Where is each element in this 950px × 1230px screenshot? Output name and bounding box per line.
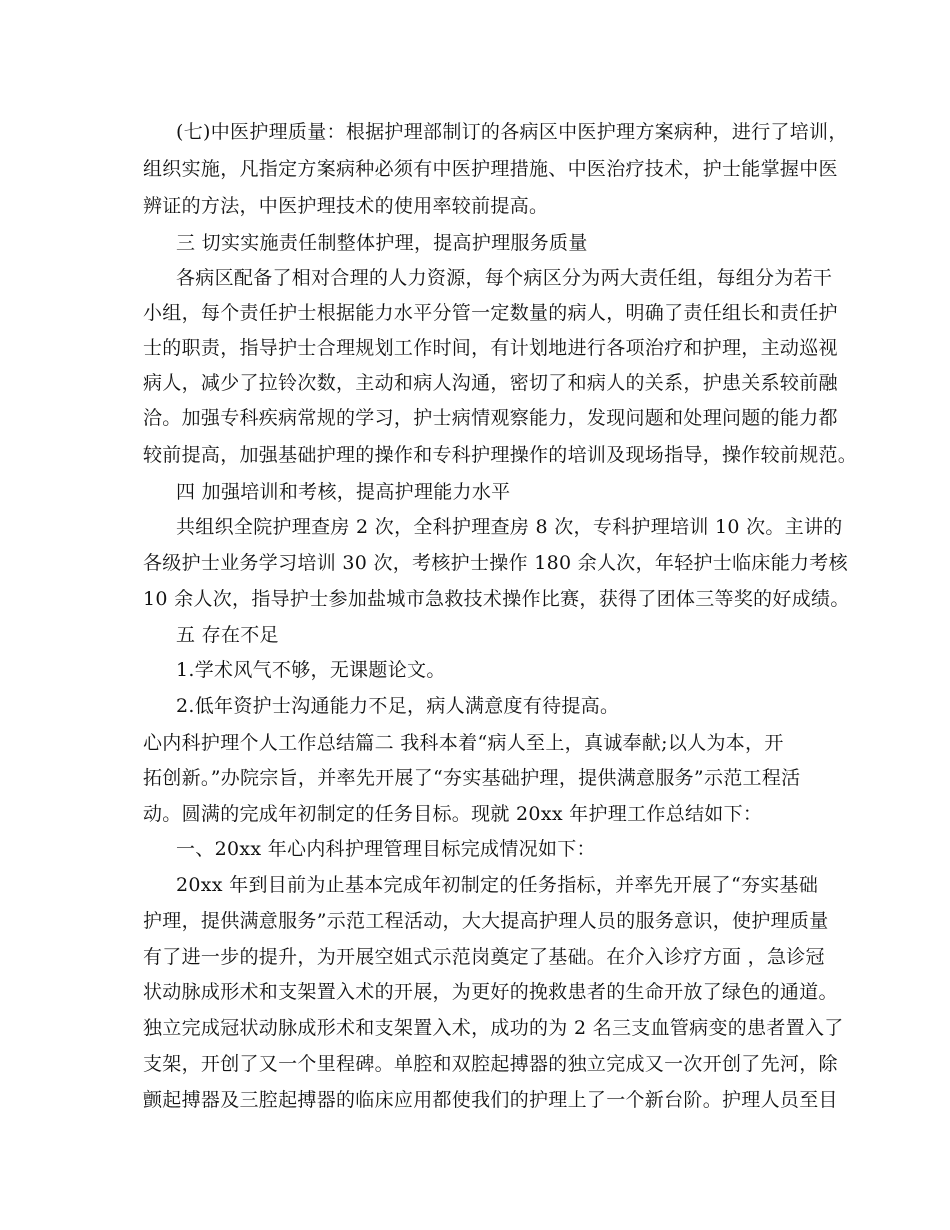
text-line: 共组织全院护理查房 2 次，全科护理查房 8 次，专科护理培训 10 次。主讲的 (176, 516, 843, 538)
text-line: 辨证的方法，中医护理技术的使用率较前提高。 (143, 195, 549, 217)
text-line: (七)中医护理质量：根据护理部制订的各病区中医护理方案病种，进行了培训， (176, 121, 848, 143)
text-line: 各级护士业务学习培训 30 次，考核护士操作 180 余人次，年轻护士临床能力考核 (143, 552, 848, 574)
text-line: 20xx 年到目前为止基本完成年初制定的任务指标，并率先开展了“夯实基础 (176, 874, 819, 896)
text-line: 独立完成冠状动脉成形术和支架置入术，成功的为 2 名三支血管病变的患者置入了 (143, 1017, 844, 1039)
text-line: 组织实施，凡指定方案病种必须有中医护理措施、中医治疗技术，护士能掌握中医 (143, 158, 838, 180)
text-line: 各病区配备了相对合理的人力资源，每个病区分为两大责任组，每组分为若干 (176, 267, 833, 289)
text-line: 小组，每个责任护士根据能力水平分管一定数量的病人，明确了责任组长和责任护 (143, 302, 838, 324)
text-line: 较前提高，加强基础护理的操作和专科护理操作的培训及现场指导，操作较前规范。 (143, 444, 858, 466)
text-line: 支架，开创了又一个里程碑。单腔和双腔起搏器的独立完成又一次开创了先河，除 (143, 1053, 838, 1075)
text-line: 动。圆满的完成年初制定的任务目标。现就 20xx 年护理工作总结如下： (143, 803, 763, 825)
section-heading: 四 加强培训和考核，提高护理能力水平 (176, 481, 511, 503)
text-line: 10 余人次，指导护士参加盐城市急救技术操作比赛，获得了团体三等奖的好成绩。 (143, 588, 850, 610)
section-heading: 五 存在不足 (176, 624, 279, 646)
text-line: 拓创新。”办院宗旨，并率先开展了“夯实基础护理，提供满意服务”示范工程活 (143, 767, 801, 789)
list-item: 1.学术风气不够，无课题论文。 (176, 659, 446, 681)
text-line: 护理，提供满意服务”示范工程活动，大大提高护理人员的服务意识，使护理质量 (143, 910, 829, 932)
list-item: 2.低年资护士沟通能力不足，病人满意度有待提高。 (176, 695, 620, 717)
text-line: 士的职责，指导护士合理规划工作时间，有计划地进行各项治疗和护理，主动巡视 (143, 337, 838, 359)
section-heading: 一、20xx 年心内科护理管理目标完成情况如下： (176, 838, 596, 860)
text-line: 有了进一步的提升，为开展空姐式示范岗奠定了基础。在介入诊疗方面 ，急诊冠 (143, 946, 825, 968)
text-line: 病人，减少了拉铃次数，主动和病人沟通，密切了和病人的关系，护患关系较前融 (143, 372, 838, 394)
section-heading: 三 切实实施责任制整体护理，提高护理服务质量 (176, 232, 588, 254)
text-line: 心内科护理个人工作总结篇二 我科本着“病人至上，真诚奉献;以人为本，开 (143, 732, 784, 754)
text-line: 洽。加强专科疾病常规的学习，护士病情观察能力，发现问题和处理问题的能力都 (143, 407, 838, 429)
text-line: 状动脉成形术和支架置入术的开展，为更好的挽救患者的生命开放了绿色的通道。 (143, 981, 838, 1003)
text-line: 颤起搏器及三腔起搏器的临床应用都使我们的护理上了一个新台阶。护理人员至目 (143, 1089, 838, 1111)
